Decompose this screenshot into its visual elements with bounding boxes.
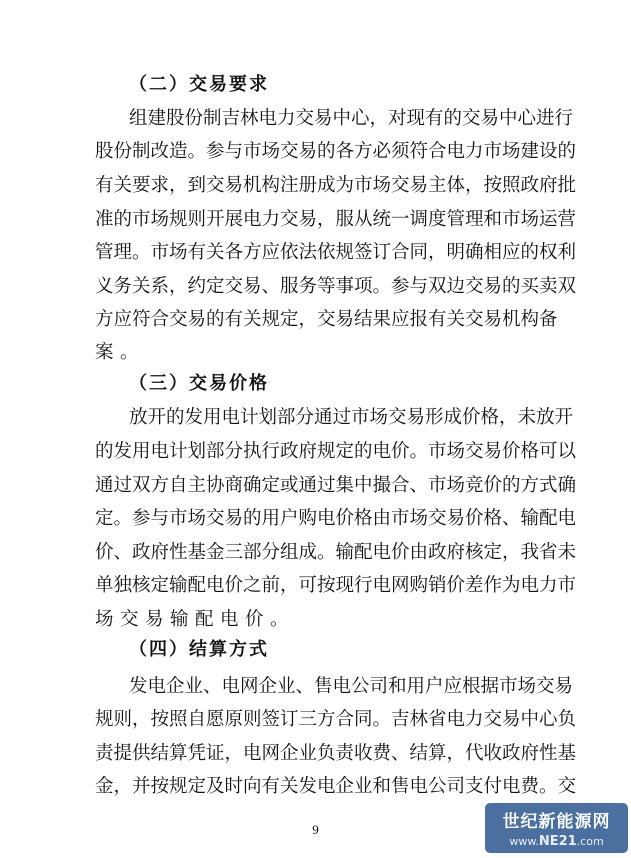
text-line: 有关要求，到交易机构注册成为市场交易主体，按照政府批 <box>95 175 577 196</box>
text-line: 案。 <box>95 342 146 363</box>
text-line: 放开的发用电计划部分通过市场交易形成价格，未放开 <box>129 407 574 428</box>
watermark-logo <box>485 803 628 853</box>
text-line: 金，并按规定及时向有关发电企业和售电公司支付电费。交 <box>95 776 577 797</box>
watermark-url <box>485 834 628 849</box>
text-line: 准的市场规则开展电力交易，服从统一调度管理和市场运营 <box>95 209 577 230</box>
text-line: 发电企业、电网企业、售电公司和用户应根据市场交易 <box>129 676 574 697</box>
text-line: 方应符合交易的有关规定，交易结果应报有关交易机构备 <box>95 309 558 330</box>
section-heading: （四）结算方式 <box>129 639 269 660</box>
section-heading: （三）交易价格 <box>129 373 269 394</box>
text-line: 单独核定输配电价之前，可按现行电网购销价差作为电力市 <box>95 575 577 596</box>
text-line: 责提供结算凭证，电网企业负责收费、结算，代收政府性基 <box>95 743 577 764</box>
text-line: 股份制改造。参与市场交易的各方必须符合电力市场建设的 <box>95 141 577 162</box>
url-suffix: .com <box>576 835 604 848</box>
section-heading: （二）交易要求 <box>129 74 269 95</box>
watermark-title: 世纪新能源网 <box>502 812 611 832</box>
text-line: 的发用电计划部分执行政府规定的电价。市场交易价格可以 <box>95 441 577 462</box>
text-line: 管理。市场有关各方应依法依规签订合同，明确相应的权利 <box>95 242 577 263</box>
page-number: 9 <box>312 822 319 837</box>
url-prefix: www. <box>509 835 539 848</box>
text-line: 场交易输配电价。 <box>95 609 296 630</box>
text-line: 价、政府性基金三部分组成。输配电价由政府核定，我省未 <box>95 542 577 563</box>
text-line: 组建股份制吉林电力交易中心，对现有的交易中心进行 <box>129 108 574 129</box>
text-line: 规则，按照自愿原则签订三方合同。吉林省电力交易中心负 <box>95 709 577 730</box>
text-line: 通过双方自主协商确定或通过集中撮合、市场竞价的方式确 <box>95 475 577 496</box>
text-line: 定。参与市场交易的用户购电价格由市场交易价格、输配电 <box>95 508 577 529</box>
text-line: 义务关系，约定交易、服务等事项。参与双边交易的买卖双 <box>95 276 577 297</box>
url-brand: NE21 <box>538 834 577 849</box>
